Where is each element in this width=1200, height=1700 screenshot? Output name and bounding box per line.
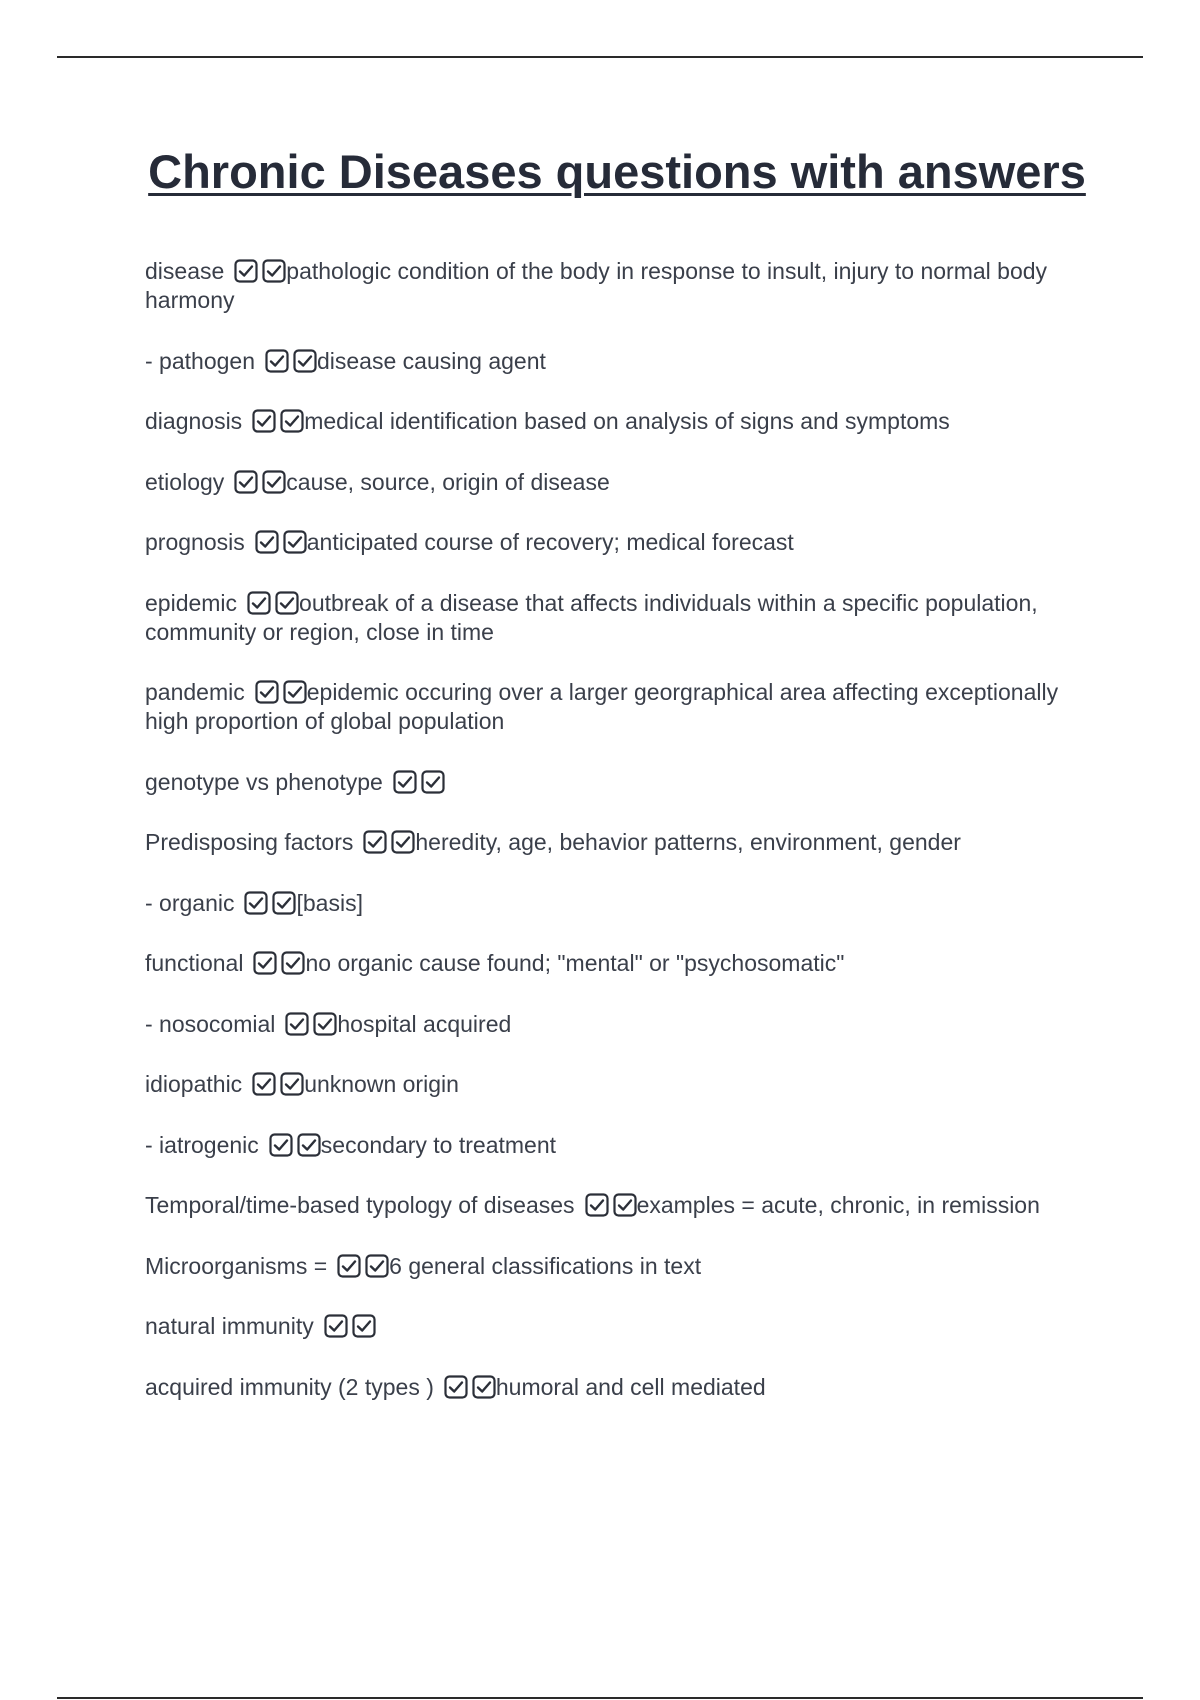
qa-term: - nosocomial (145, 1010, 276, 1037)
qa-item (145, 828, 1065, 857)
qa-term: - organic (145, 889, 235, 916)
checkbox-check-icon (391, 830, 415, 854)
qa-item (145, 407, 1065, 436)
qa-item (145, 1373, 1065, 1402)
checkbox-check-icon (585, 1193, 609, 1217)
qa-term: - pathogen (145, 347, 255, 374)
checkbox-check-icon (285, 1012, 309, 1036)
qa-answer: no organic cause found; "mental" or "psychosomatic" (305, 950, 845, 976)
qa-answer: epidemic occuring over a larger georgraphical area affecting exceptionally high proportion of global population (145, 679, 1059, 734)
qa-item (145, 1312, 1065, 1341)
checkbox-check-icon (283, 530, 307, 554)
checkbox-check-icon (265, 349, 289, 373)
qa-answer: humoral and cell mediated (495, 1373, 766, 1400)
qa-item (145, 949, 1065, 978)
checkbox-check-icon (324, 1314, 348, 1338)
qa-answer: anticipated course of recovery; medical forecast (306, 529, 794, 555)
checkbox-check-icon (255, 530, 279, 554)
checkbox-check-icon (297, 1133, 321, 1157)
checkbox-check-icon (421, 770, 445, 794)
checkbox-check-icon (272, 891, 296, 915)
qa-item (145, 1010, 1065, 1039)
top-rule (57, 56, 1143, 58)
checkbox-check-icon (269, 1133, 293, 1157)
qa-answer: medical identification based on analysis of signs and symptoms (304, 408, 950, 434)
checkbox-check-icon (234, 259, 258, 283)
qa-answer: [basis] (296, 889, 363, 916)
checkbox-check-icon (280, 409, 304, 433)
qa-item (145, 1191, 1065, 1220)
checkbox-check-icon (252, 1072, 276, 1096)
qa-item (145, 1070, 1065, 1099)
checkbox-check-icon (262, 259, 286, 283)
checkbox-check-icon (393, 770, 417, 794)
qa-item (145, 468, 1065, 497)
qa-term: genotype vs phenotype (145, 768, 383, 795)
qa-item (145, 257, 1065, 315)
qa-term: epidemic (145, 589, 238, 616)
checkbox-check-icon (352, 1314, 376, 1338)
qa-answer: hospital acquired (337, 1010, 512, 1037)
qa-item (145, 1252, 1065, 1281)
qa-term: prognosis (145, 529, 245, 555)
checkbox-check-icon (363, 830, 387, 854)
bottom-rule (57, 1697, 1143, 1699)
qa-item (145, 528, 1065, 557)
checkbox-check-icon (244, 891, 268, 915)
page-title: Chronic Diseases questions with answers (148, 145, 1086, 198)
checkbox-check-icon (337, 1254, 361, 1278)
qa-item (145, 889, 1065, 918)
qa-item (145, 347, 1065, 376)
qa-answer: cause, source, origin of disease (286, 468, 610, 495)
qa-answer: disease causing agent (316, 347, 546, 374)
qa-term: Temporal/time-based typology of diseases (145, 1192, 575, 1218)
checkbox-check-icon (255, 680, 279, 704)
checkbox-check-icon (472, 1375, 496, 1399)
qa-term: diagnosis (145, 408, 243, 434)
qa-term: idiopathic (145, 1071, 243, 1097)
qa-term: natural immunity (145, 1313, 314, 1339)
qa-term: acquired immunity (2 types ) (145, 1373, 434, 1400)
qa-term: disease (145, 258, 225, 284)
qa-answer: unknown origin (304, 1071, 459, 1097)
checkbox-check-icon (280, 1072, 304, 1096)
checkbox-check-icon (253, 951, 277, 975)
qa-term: - iatrogenic (145, 1131, 259, 1158)
qa-item (145, 678, 1065, 736)
qa-answer: pathologic condition of the body in response to insult, injury to normal body harmony (145, 258, 1048, 313)
qa-term: etiology (145, 468, 225, 495)
qa-term: pandemic (145, 679, 245, 705)
checkbox-check-icon (283, 680, 307, 704)
qa-item (145, 1131, 1065, 1160)
checkbox-check-icon (247, 591, 271, 615)
qa-term: Predisposing factors (145, 829, 354, 855)
qa-answer: secondary to treatment (320, 1131, 557, 1158)
checkbox-check-icon (293, 349, 317, 373)
qa-answer: examples = acute, chronic, in remission (636, 1192, 1040, 1218)
checkbox-check-icon (365, 1254, 389, 1278)
qa-answer: outbreak of a disease that affects individuals within a specific population, community or region, close in time (145, 589, 1038, 645)
checkbox-check-icon (252, 409, 276, 433)
checkbox-check-icon (313, 1012, 337, 1036)
checkbox-check-icon (444, 1375, 468, 1399)
qa-term: functional (145, 950, 244, 976)
qa-answer: heredity, age, behavior patterns, environment, gender (415, 829, 961, 855)
qa-item (145, 768, 1065, 797)
checkbox-check-icon (613, 1193, 637, 1217)
checkbox-check-icon (275, 591, 299, 615)
qa-answer: 6 general classifications in text (389, 1252, 702, 1279)
qa-term: Microorganisms = (145, 1252, 328, 1279)
checkbox-check-icon (281, 951, 305, 975)
checkbox-check-icon (262, 470, 286, 494)
qa-list (145, 257, 1065, 1433)
checkbox-check-icon (234, 470, 258, 494)
qa-item (145, 589, 1065, 647)
